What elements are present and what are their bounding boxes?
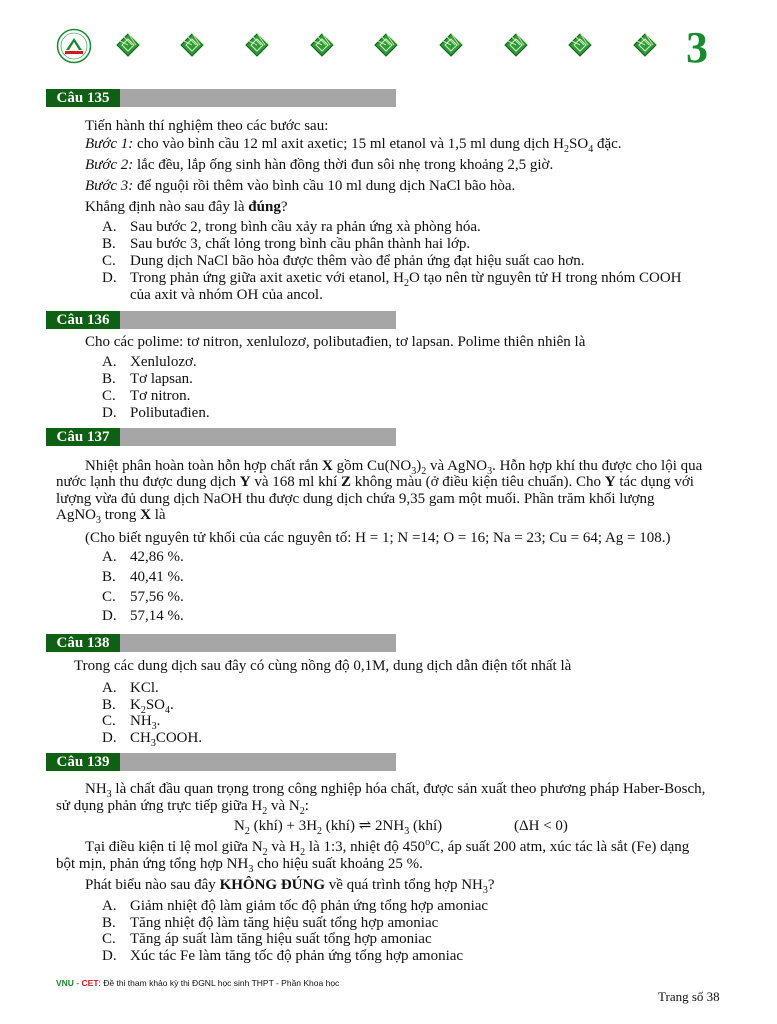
diamond-ornament-icon (245, 33, 269, 57)
q137-option-c[interactable]: 57,56 %. (130, 589, 184, 605)
q135-option-b-letter[interactable]: B. (102, 236, 116, 252)
exam-logo (56, 28, 92, 64)
q138-option-c[interactable]: $NH_3$. (130, 713, 161, 732)
q135-option-d[interactable]: Trong phản ứng giữa axit axetic với etanol, $H_2O$ tạo nên từ nguyên tử H trong nhóm COOH (130, 270, 682, 289)
q138-question: Trong các dung dịch sau đây có cùng nồng độ 0,1M, dung dịch dẫn điện tốt nhất là (74, 658, 572, 674)
q136-option-b-letter[interactable]: B. (102, 371, 116, 387)
q137-para-line3: lượng vừa đủ dung dịch NaOH thu được dung dịch chứa 9,35 gam một muối. Phần trăm khối lượng (56, 491, 655, 507)
q138-option-d-letter[interactable]: D. (102, 730, 117, 746)
q135-option-a[interactable]: Sau bước 2, trong bình cầu xảy ra phản ứng xà phòng hóa. (130, 219, 481, 235)
q137-para-line1: Nhiệt phân hoàn toàn hỗn hợp chất rắn X gồm $Cu(NO_3)_2$ và AgNO$_3$. Hỗn hợp khí thu được cho lội qua (85, 458, 703, 477)
q135-question: Khẳng định nào sau đây là đúng? (85, 199, 288, 215)
q136-option-a[interactable]: Xenlulozơ. (130, 354, 197, 370)
q137-option-c-letter[interactable]: C. (102, 589, 116, 605)
q139-equation: $N_2$ (khí) + $3H_2$ (khí) ⇌ $2NH_3$ (khí) (234, 818, 443, 837)
q136-option-a-letter[interactable]: A. (102, 354, 117, 370)
q139-option-d-letter[interactable]: D. (102, 948, 117, 964)
q135-option-d-letter[interactable]: D. (102, 270, 117, 286)
diamond-ornament-icon (374, 33, 398, 57)
q139-option-a-letter[interactable]: A. (102, 898, 117, 914)
footer-source: VNU - CET: Đề thi tham khảo kỳ thi ĐGNL học sinh THPT - Phần Khoa học (56, 978, 340, 988)
q138-option-b[interactable]: $K_2SO_4$. (130, 697, 174, 716)
q135-intro: Tiến hành thí nghiệm theo các bước sau: (85, 118, 329, 134)
q135-option-c-letter[interactable]: C. (102, 253, 116, 269)
q138-option-a[interactable]: KCl. (130, 680, 159, 696)
q137-option-b[interactable]: 40,41 %. (130, 569, 184, 585)
question-138-header (46, 634, 396, 652)
page-header (56, 23, 736, 72)
q139-para-line3: Tại điều kiện tỉ lệ mol giữa $N_2$ và $H_2$ là 1:3, nhiệt độ 450$^o$C, áp suất 200 atm, xúc tác là sắt (Fe) dạng (85, 837, 690, 858)
q138-option-d[interactable]: $CH_3COOH$. (130, 730, 203, 749)
q136-option-b[interactable]: Tơ lapsan. (130, 371, 193, 387)
q136-option-d-letter[interactable]: D. (102, 405, 117, 421)
diamond-ornament-icon (180, 33, 204, 57)
diamond-ornament-icon (568, 33, 592, 57)
q136-option-c-letter[interactable]: C. (102, 388, 116, 404)
q135-step3: Bước 3: để nguội rồi thêm vào bình cầu 10 ml dung dịch NaCl bão hòa. (85, 178, 516, 194)
question-137-header (46, 428, 396, 446)
q139-option-d[interactable]: Xúc tác Fe làm tăng tốc độ phản ứng tổng hợp amoniac (130, 948, 464, 964)
q137-option-d[interactable]: 57,14 %. (130, 608, 184, 624)
question-135-tag: Câu 135 (46, 89, 120, 107)
diamond-ornament-icon (504, 33, 528, 57)
q136-question: Cho các polime: tơ nitron, xenlulozơ, polibutađien, tơ lapsan. Polime thiên nhiên là (85, 334, 586, 350)
diamond-ornament-icon (310, 33, 334, 57)
q139-para-line1: $NH_3$ là chất đầu quan trọng trong công nghiệp hóa chất, được sản xuất theo phương pháp Haber-Bosch, (85, 781, 706, 800)
question-135-header (46, 89, 396, 107)
q138-option-b-letter[interactable]: B. (102, 697, 116, 713)
q135-option-a-letter[interactable]: A. (102, 219, 117, 235)
q137-para-line4: AgNO$_3$ trong X là (56, 507, 166, 526)
q135-option-d-cont[interactable]: của axit và nhóm OH của ancol. (130, 287, 323, 303)
q139-para-line2: sử dụng phản ứng trực tiếp giữa $H_2$ và $N_2$: (56, 798, 309, 817)
q139-option-b[interactable]: Tăng nhiệt độ làm tăng hiệu suất tổng hợp amoniac (130, 915, 439, 931)
q139-para-line4: bột mịn, phản ứng tổng hợp $NH_3$ cho hiệu suất khoảng 25 %. (56, 856, 423, 875)
diamond-ornament-icon (439, 33, 463, 57)
q139-option-b-letter[interactable]: B. (102, 915, 116, 931)
q137-atomic-masses: (Cho biết nguyên tử khối của các nguyên tố: H = 1; N =14; O = 16; Na = 23; Cu = 64; Ag = 108.) (85, 530, 671, 546)
q139-enthalpy: (ΔH < 0) (514, 818, 568, 834)
question-139-tag: Câu 139 (46, 753, 120, 771)
q138-option-a-letter[interactable]: A. (102, 680, 117, 696)
q138-option-c-letter[interactable]: C. (102, 713, 116, 729)
question-139-header (46, 753, 396, 771)
footer-page-number: Trang số 38 (658, 989, 720, 1004)
q139-option-c-letter[interactable]: C. (102, 931, 116, 947)
q136-option-c[interactable]: Tơ nitron. (130, 388, 191, 404)
q136-option-d[interactable]: Polibutađien. (130, 405, 210, 421)
question-138-tag: Câu 138 (46, 634, 120, 652)
q137-option-a-letter[interactable]: A. (102, 549, 117, 565)
q137-option-d-letter[interactable]: D. (102, 608, 117, 624)
diamond-ornament-icon (633, 33, 657, 57)
question-136-header (46, 311, 396, 329)
q135-step2: Bước 2: lắc đều, lắp ống sinh hàn đồng thời đun sôi nhẹ trong khoảng 2,5 giờ. (85, 157, 554, 173)
q135-option-c[interactable]: Dung dịch NaCl bão hòa được thêm vào để phản ứng đạt hiệu suất cao hơn. (130, 253, 585, 269)
question-137-tag: Câu 137 (46, 428, 120, 446)
q139-question: Phát biểu nào sau đây KHÔNG ĐÚNG về quá trình tổng hợp $NH_3$? (85, 877, 495, 896)
q137-option-a[interactable]: 42,86 %. (130, 549, 184, 565)
q135-step1: Bước 1: cho vào bình cầu 12 ml axit axetic; 15 ml etanol và 1,5 ml dung dịch $H_2SO_4$ đặc. (85, 136, 622, 155)
q137-para-line2: nước lạnh thu được dung dịch Y và 168 ml khí Z không màu (ở điều kiện tiêu chuẩn). Cho Y tác dụng với (56, 474, 694, 490)
q137-option-b-letter[interactable]: B. (102, 569, 116, 585)
question-136-tag: Câu 136 (46, 311, 120, 329)
chapter-number: 3 (686, 23, 708, 72)
q135-option-b[interactable]: Sau bước 3, chất lỏng trong bình cầu phân thành hai lớp. (130, 236, 471, 252)
q139-option-c[interactable]: Tăng áp suất làm tăng hiệu suất tổng hợp amoniac (130, 931, 432, 947)
q139-option-a[interactable]: Giảm nhiệt độ làm giảm tốc độ phản ứng tổng hợp amoniac (130, 898, 489, 914)
diamond-ornament-icon (116, 33, 140, 57)
